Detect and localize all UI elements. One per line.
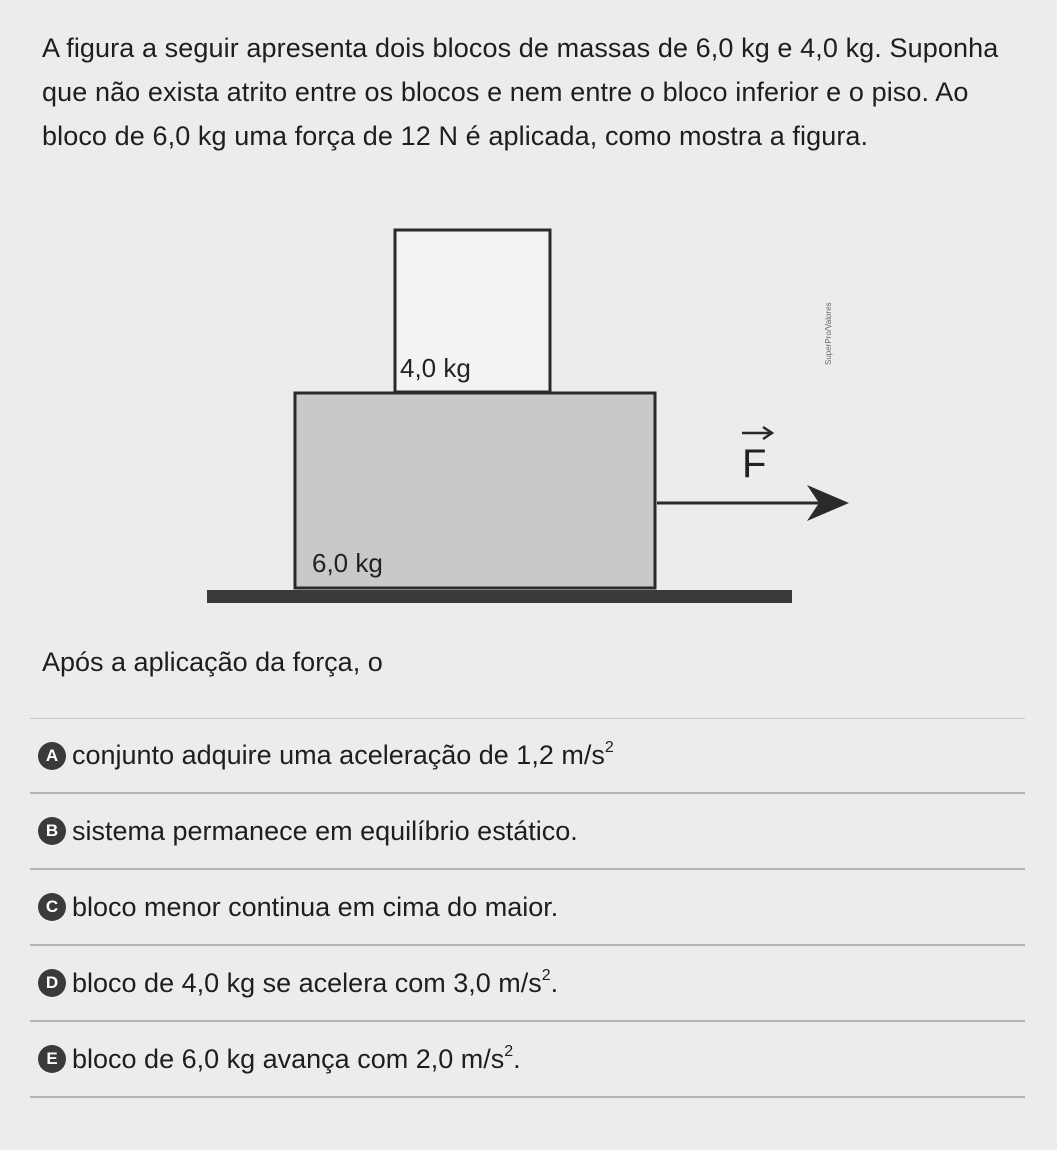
- option-c[interactable]: [30, 870, 1025, 946]
- option-letter-badge: A: [38, 742, 66, 770]
- option-a[interactable]: [30, 718, 1025, 794]
- watermark: SuperPro/Valores: [824, 302, 833, 365]
- floor: [207, 590, 792, 603]
- force-label: F: [742, 442, 767, 486]
- answer-options: [30, 718, 1025, 1098]
- option-e[interactable]: [30, 1022, 1025, 1098]
- blocks-diagram: [195, 215, 875, 615]
- option-text: bloco menor continua em cima do maior.: [72, 891, 559, 922]
- large-block-label: 6,0 kg: [312, 548, 383, 578]
- option-b[interactable]: [30, 794, 1025, 870]
- question-stem: A figura a seguir apresenta dois blocos de massas de 6,0 kg e 4,0 kg. Suponha que não exista atrito entre os blocos e nem entre o bloco inferior e o piso. Ao bloco de 6,0 kg uma força de 12 N é aplicada, como mostra a figura.: [42, 33, 999, 151]
- option-text: conjunto adquire uma aceleração de 1,2 $m/s^2$: [72, 739, 614, 770]
- question-prompt: Após a aplicação da força, o: [42, 647, 383, 677]
- option-d[interactable]: [30, 946, 1025, 1022]
- option-letter-badge: D: [38, 969, 66, 997]
- option-text: bloco de 6,0 kg avança com 2,0 $m/s^2$.: [72, 1042, 521, 1074]
- option-letter-badge: B: [38, 817, 66, 845]
- small-block-label: 4,0 kg: [400, 353, 471, 383]
- option-letter-badge: E: [38, 1045, 66, 1073]
- physics-figure: [195, 215, 875, 615]
- option-text: sistema permanece em equilíbrio estático.: [72, 815, 578, 846]
- option-letter-badge: C: [38, 893, 66, 921]
- option-text: bloco de 4,0 kg se acelera com 3,0 $m/s^2$.: [72, 966, 559, 998]
